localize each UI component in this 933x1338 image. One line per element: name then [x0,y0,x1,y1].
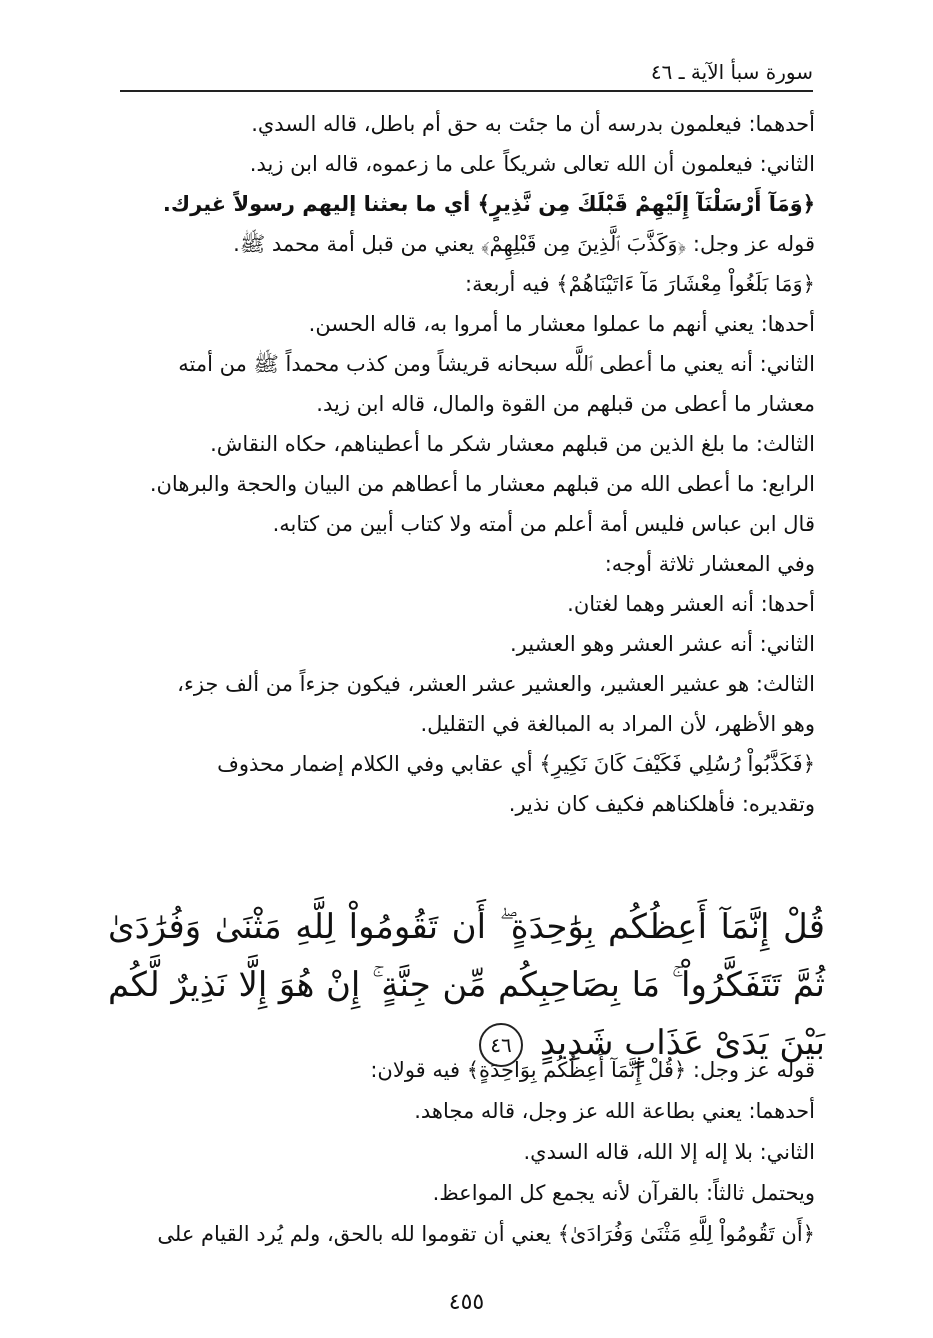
text-line: ﴿أَن تَقُومُواْ لِلَّهِ مَثْنَىٰ وَفُرَادَىٰ﴾ يعني أن تقوموا لله بالحق، ولم يُرد القيام على [157,1222,815,1246]
text-line: وهو الأظهر، لأن المراد به المبالغة في التقليل. [420,712,815,736]
text-line: قال ابن عباس فليس أمة أعلم من أمته ولا كتاب أبين من كتابه. [272,512,815,536]
text-line: الثالث: هو عشير العشير، والعشير عشر العشر، فيكون جزءاً من ألف جزء، [177,672,815,696]
text-line: الثاني: فيعلمون أن الله تعالى شريكاً على ما زعموه، قاله ابن زيد. [249,152,815,176]
text-line: ويحتمل ثالثاً: بالقرآن لأنه يجمع كل المواعظ. [432,1181,815,1205]
quran-verse [108,898,825,1063]
text-line: الثاني: بلا إله إلا الله، قاله السدي. [523,1140,815,1164]
text-line: وتقديره: فأهلكناهم فكيف كان نذير. [508,792,815,816]
verse-text: قُلْ إِنَّمَآ أَعِظُكُم بِوَٰحِدَةٍ ۖ أَن تَقُومُواْ لِلَّهِ مَثْنَىٰ وَفُرَٰدَىٰ ثُمَّ تَتَفَكَّرُواْ ۚ مَا بِصَاحِبِكُم مِّن جِنَّةٍ ۚ إِنْ هُوَ إِلَّا نَذِيرٌ لَّكُم بَيْنَ يَدَىْ عَذَابٍ شَدِيدٍ [108,907,825,1063]
text-line: وفي المعشار ثلاثة أوجه: [604,552,815,576]
text-line: ﴿وَمَآ أَرْسَلْنَآ إِلَيْهِمْ قَبْلَكَ مِن نَّذِيرٍ﴾ أي ما بعثنا إليهم رسولاً غيرك. [162,192,815,216]
text-line: أحدها: أنه العشر وهما لغتان. [567,592,815,616]
commentary-text [118,104,815,824]
running-title: سورة سبأ الآية ـ ٤٦ [650,60,813,84]
text-line: أحدهما: يعني بطاعة الله عز وجل، قاله مجاهد. [414,1099,815,1123]
text-line: قوله عز وجل: ﴿قُلْ إِنَّمَآ أَعِظُكُم بِوَاحِدَةٍ﴾ فيه قولان: [370,1058,815,1082]
ayah-number-marker: ٤٦ [479,1023,523,1067]
commentary-text-2 [118,1050,815,1255]
text-line: الثاني: أنه يعني ما أعطى ٱللَّه سبحانه قريشاً ومن كذب محمداً ﷺ من أمته [178,352,815,376]
text-line: الثاني: أنه عشر العشر وهو العشير. [509,632,815,656]
page-number: ٤٥٥ [448,1290,485,1315]
page-header [120,60,813,92]
text-line: أحدهما: فيعلمون بدرسه أن ما جئت به حق أم باطل، قاله السدي. [251,112,815,136]
text-line: قوله عز وجل: ﴿وَكَذَّبَ ٱلَّذِينَ مِن قَبْلِهِمْ﴾ يعني من قبل أمة محمد ﷺ. [233,232,815,256]
text-line: معشار ما أعطى من قبلهم من القوة والمال، قاله ابن زيد. [316,392,815,416]
text-line: ﴿وَمَا بَلَغُواْ مِعْشَارَ مَآ ءَاتَيْنَاهُمْ﴾ فيه أربعة: [465,272,815,296]
text-line: الثالث: ما بلغ الذين من قبلهم معشار شكر ما أعطيناهم، حكاه النقاش. [210,432,815,456]
text-line: أحدها: يعني أنهم ما عملوا معشار ما أمروا به، قاله الحسن. [308,312,815,336]
text-line: ﴿فَكَذَّبُواْ رُسُلِي فَكَيْفَ كَانَ نَكِيرِ﴾ أي عقابي وفي الكلام إضمار محذوف [217,752,815,776]
text-line: الرابع: ما أعطى الله من قبلهم معشار ما أعطاهم من البيان والحجة والبرهان. [149,472,815,496]
